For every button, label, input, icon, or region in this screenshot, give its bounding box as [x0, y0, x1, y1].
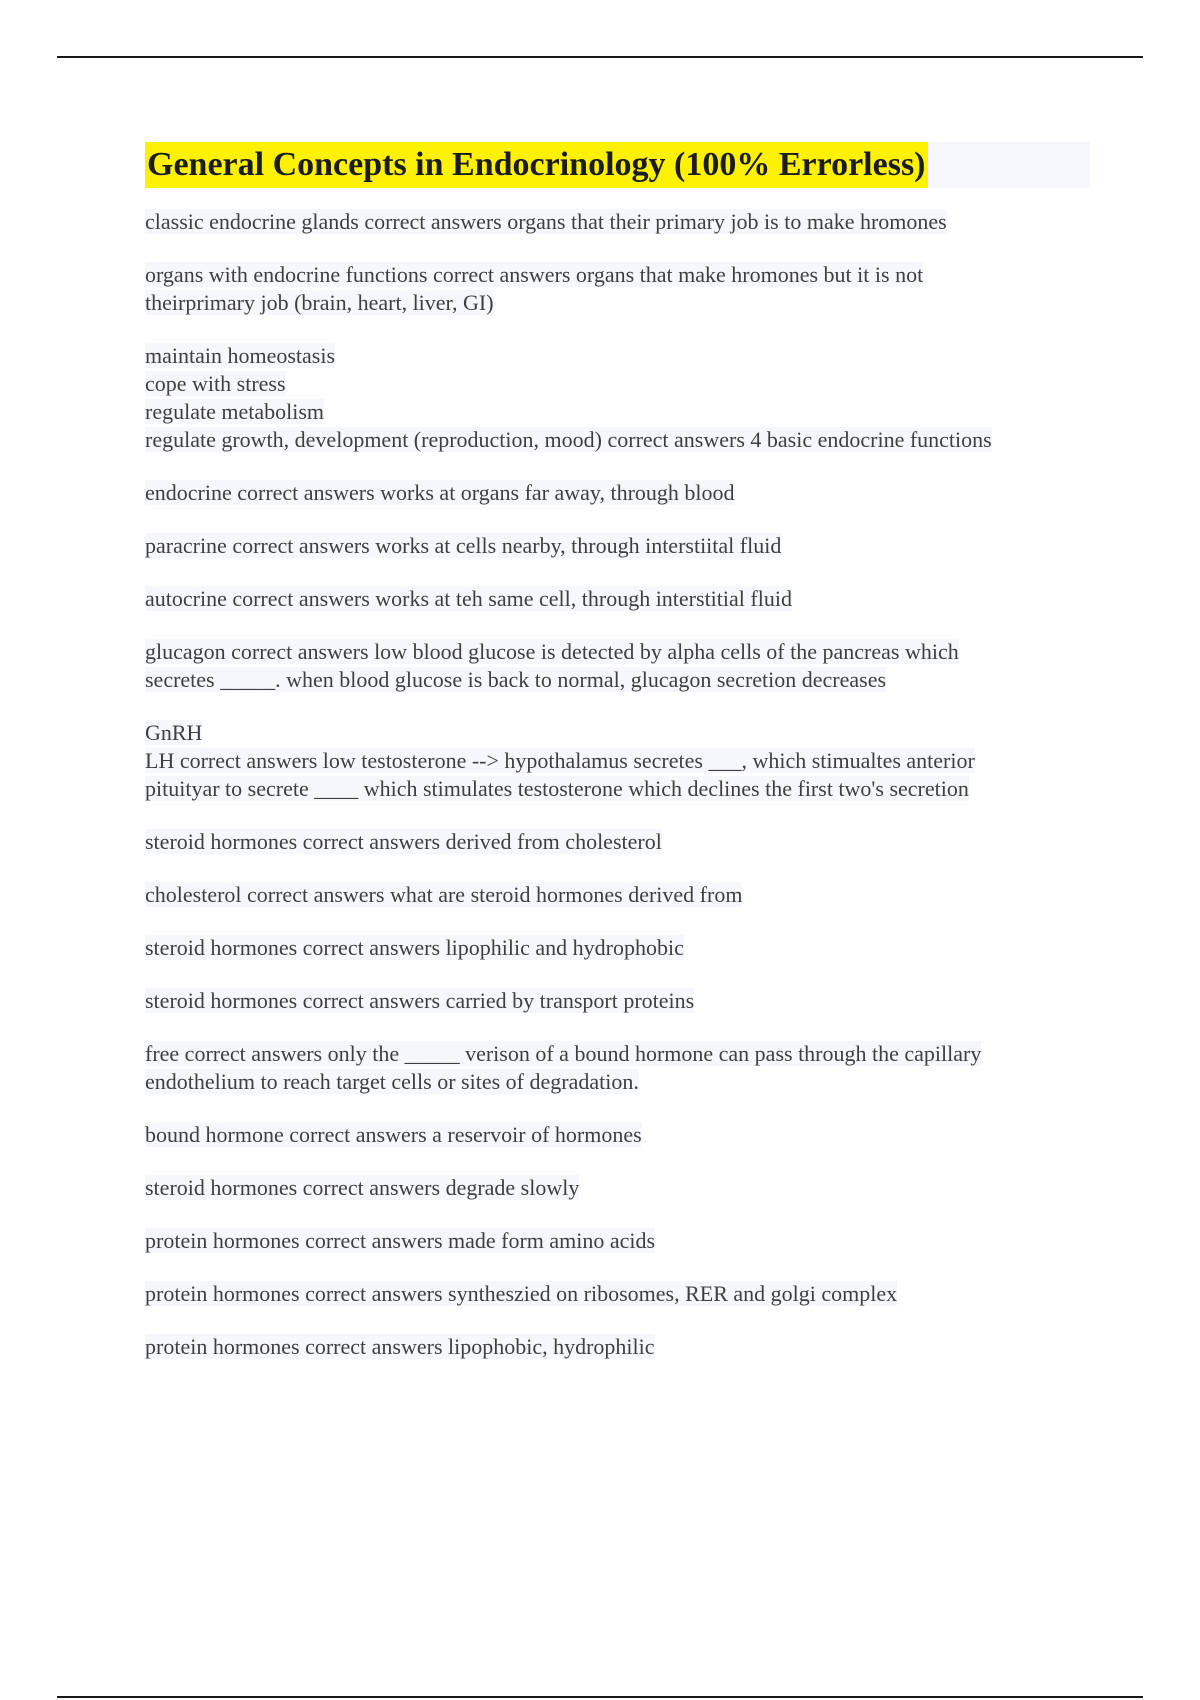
flashcard-entry: [145, 261, 1090, 317]
flashcard-entry: [145, 1121, 1090, 1149]
flashcard-text: protein hormones correct answers made form amino acids: [145, 1228, 656, 1253]
flashcard-text: protein hormones correct answers lipophobic, hydrophilic: [145, 1334, 655, 1359]
flashcard-text: LH correct answers low testosterone --> hypothalamus secretes ___, which stimualtes anterior: [145, 748, 975, 773]
flashcard-text: regulate metabolism: [145, 399, 324, 424]
flashcard-line: [145, 1174, 1090, 1202]
flashcard-list: [145, 208, 1090, 1361]
document-body: [145, 142, 1090, 1386]
flashcard-line: [145, 775, 1090, 803]
flashcard-entry: [145, 1040, 1090, 1096]
flashcard-text: autocrine correct answers works at teh same cell, through interstitial fluid: [145, 586, 792, 611]
flashcard-text: steroid hormones correct answers carried by transport proteins: [145, 988, 695, 1013]
flashcard-text: bound hormone correct answers a reservoir of hormones: [145, 1122, 642, 1147]
title-band: [145, 142, 1090, 188]
flashcard-entry: [145, 208, 1090, 236]
flashcard-line: [145, 289, 1090, 317]
flashcard-text: protein hormones correct answers syntheszied on ribosomes, RER and golgi complex: [145, 1281, 898, 1306]
top-rule: [57, 56, 1143, 58]
flashcard-entry: [145, 1227, 1090, 1255]
flashcard-text: steroid hormones correct answers degrade slowly: [145, 1175, 580, 1200]
flashcard-line: [145, 1227, 1090, 1255]
flashcard-text: endocrine correct answers works at organs far away, through blood: [145, 480, 735, 505]
flashcard-line: [145, 585, 1090, 613]
flashcard-line: [145, 934, 1090, 962]
flashcard-text: GnRH: [145, 720, 203, 745]
flashcard-entry: [145, 638, 1090, 694]
flashcard-text: classic endocrine glands correct answers organs that their primary job is to make hromones: [145, 209, 947, 234]
document-title: General Concepts in Endocrinology (100% Errorless): [145, 142, 928, 188]
bottom-rule: [57, 1696, 1143, 1698]
flashcard-text: theirprimary job (brain, heart, liver, GI): [145, 290, 494, 315]
flashcard-entry: [145, 881, 1090, 909]
flashcard-text: regulate growth, development (reproduction, mood) correct answers 4 basic endocrine functions: [145, 427, 992, 452]
flashcard-line: [145, 747, 1090, 775]
flashcard-entry: [145, 987, 1090, 1015]
flashcard-text: endothelium to reach target cells or sites of degradation.: [145, 1069, 639, 1094]
flashcard-entry: [145, 585, 1090, 613]
flashcard-line: [145, 719, 1090, 747]
flashcard-entry: [145, 1333, 1090, 1361]
flashcard-entry: [145, 828, 1090, 856]
flashcard-text: free correct answers only the _____ verison of a bound hormone can pass through the capillary: [145, 1041, 982, 1066]
flashcard-line: [145, 1040, 1090, 1068]
flashcard-text: secretes _____. when blood glucose is back to normal, glucagon secretion decreases: [145, 667, 887, 692]
flashcard-text: paracrine correct answers works at cells nearby, through interstiital fluid: [145, 533, 782, 558]
flashcard-entry: [145, 1280, 1090, 1308]
flashcard-line: [145, 1280, 1090, 1308]
flashcard-text: steroid hormones correct answers lipophilic and hydrophobic: [145, 935, 684, 960]
flashcard-entry: [145, 532, 1090, 560]
flashcard-entry: [145, 342, 1090, 454]
flashcard-entry: [145, 934, 1090, 962]
flashcard-line: [145, 666, 1090, 694]
flashcard-line: [145, 1121, 1090, 1149]
flashcard-line: [145, 370, 1090, 398]
flashcard-line: [145, 987, 1090, 1015]
flashcard-line: [145, 1333, 1090, 1361]
flashcard-line: [145, 1068, 1090, 1096]
flashcard-text: steroid hormones correct answers derived from cholesterol: [145, 829, 662, 854]
flashcard-line: [145, 479, 1090, 507]
flashcard-line: [145, 398, 1090, 426]
flashcard-line: [145, 828, 1090, 856]
flashcard-line: [145, 261, 1090, 289]
flashcard-text: organs with endocrine functions correct answers organs that make hromones but it is not: [145, 262, 924, 287]
flashcard-line: [145, 208, 1090, 236]
flashcard-line: [145, 342, 1090, 370]
flashcard-text: cope with stress: [145, 371, 286, 396]
flashcard-text: maintain homeostasis: [145, 343, 336, 368]
flashcard-text: cholesterol correct answers what are steroid hormones derived from: [145, 882, 743, 907]
flashcard-line: [145, 532, 1090, 560]
flashcard-text: pituityar to secrete ____ which stimulates testosterone which declines the first two's secretion: [145, 776, 969, 801]
flashcard-entry: [145, 719, 1090, 803]
flashcard-line: [145, 426, 1090, 454]
flashcard-entry: [145, 1174, 1090, 1202]
flashcard-line: [145, 881, 1090, 909]
flashcard-entry: [145, 479, 1090, 507]
flashcard-text: glucagon correct answers low blood glucose is detected by alpha cells of the pancreas which: [145, 639, 959, 664]
flashcard-line: [145, 638, 1090, 666]
